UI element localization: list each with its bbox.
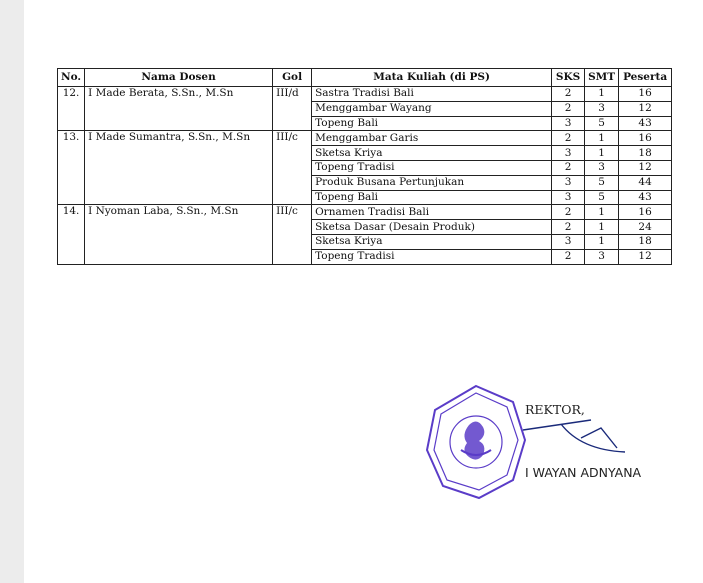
cell-peserta: 18: [619, 146, 672, 161]
handwritten-signature: [521, 410, 631, 460]
cell-no: 13.: [58, 131, 85, 205]
cell-smt: 5: [585, 190, 619, 205]
cell-mata-kuliah: Sketsa Kriya: [312, 234, 552, 249]
header-mata-kuliah: Mata Kuliah (di PS): [312, 69, 552, 87]
cell-mata-kuliah: Menggambar Garis: [312, 131, 552, 146]
cell-nama-dosen: I Nyoman Laba, S.Sn., M.Sn: [85, 205, 273, 264]
header-gol: Gol: [273, 69, 312, 87]
cell-peserta: 44: [619, 175, 672, 190]
header-sks: SKS: [552, 69, 585, 87]
cell-smt: 3: [585, 160, 619, 175]
cell-sks: 2: [552, 87, 585, 102]
cell-sks: 3: [552, 234, 585, 249]
cell-smt: 3: [585, 249, 619, 264]
cell-sks: 2: [552, 249, 585, 264]
cell-smt: 1: [585, 131, 619, 146]
cell-sks: 2: [552, 205, 585, 220]
cell-mata-kuliah: Ornamen Tradisi Bali: [312, 205, 552, 220]
header-smt: SMT: [585, 69, 619, 87]
cell-peserta: 24: [619, 220, 672, 235]
cell-mata-kuliah: Sastra Tradisi Bali: [312, 87, 552, 102]
signatory-title: REKTOR,: [525, 402, 585, 417]
cell-smt: 1: [585, 146, 619, 161]
cell-mata-kuliah: Sketsa Kriya: [312, 146, 552, 161]
cell-sks: 2: [552, 220, 585, 235]
cell-no: 14.: [58, 205, 85, 264]
cell-sks: 3: [552, 116, 585, 131]
table-row: [58, 205, 672, 220]
cell-peserta: 18: [619, 234, 672, 249]
cell-peserta: 43: [619, 190, 672, 205]
cell-gol: III/c: [273, 205, 312, 264]
header-peserta: Peserta: [619, 69, 672, 87]
cell-peserta: 16: [619, 131, 672, 146]
cell-nama-dosen: I Made Sumantra, S.Sn., M.Sn: [85, 131, 273, 205]
cell-sks: 3: [552, 146, 585, 161]
cell-peserta: 43: [619, 116, 672, 131]
cell-peserta: 16: [619, 205, 672, 220]
cell-peserta: 12: [619, 160, 672, 175]
cell-sks: 2: [552, 160, 585, 175]
cell-peserta: 16: [619, 87, 672, 102]
cell-smt: 1: [585, 220, 619, 235]
header-no: No.: [58, 69, 85, 87]
lecturer-course-table: [57, 68, 672, 265]
cell-sks: 2: [552, 131, 585, 146]
cell-sks: 2: [552, 101, 585, 116]
header-nama-dosen: Nama Dosen: [85, 69, 273, 87]
table-row: [58, 131, 672, 146]
cell-peserta: 12: [619, 249, 672, 264]
cell-gol: III/c: [273, 131, 312, 205]
document-page: [24, 0, 703, 583]
signatory-name: I WAYAN ADNYANA: [525, 465, 642, 480]
table-body: [58, 87, 672, 265]
cell-no: 12.: [58, 87, 85, 131]
cell-smt: 1: [585, 87, 619, 102]
cell-mata-kuliah: Topeng Bali: [312, 190, 552, 205]
cell-mata-kuliah: Menggambar Wayang: [312, 101, 552, 116]
university-seal-stamp: [421, 380, 531, 505]
cell-mata-kuliah: Produk Busana Pertunjukan: [312, 175, 552, 190]
cell-mata-kuliah: Topeng Bali: [312, 116, 552, 131]
cell-smt: 5: [585, 116, 619, 131]
table-row: [58, 87, 672, 102]
cell-smt: 3: [585, 101, 619, 116]
cell-mata-kuliah: Topeng Tradisi: [312, 249, 552, 264]
cell-mata-kuliah: Sketsa Dasar (Desain Produk): [312, 220, 552, 235]
table-header-row: [58, 69, 672, 87]
cell-smt: 1: [585, 205, 619, 220]
cell-smt: 1: [585, 234, 619, 249]
cell-gol: III/d: [273, 87, 312, 131]
cell-smt: 5: [585, 175, 619, 190]
signature-block: [421, 380, 661, 510]
cell-mata-kuliah: Topeng Tradisi: [312, 160, 552, 175]
cell-sks: 3: [552, 190, 585, 205]
cell-sks: 3: [552, 175, 585, 190]
cell-nama-dosen: I Made Berata, S.Sn., M.Sn: [85, 87, 273, 131]
cell-peserta: 12: [619, 101, 672, 116]
